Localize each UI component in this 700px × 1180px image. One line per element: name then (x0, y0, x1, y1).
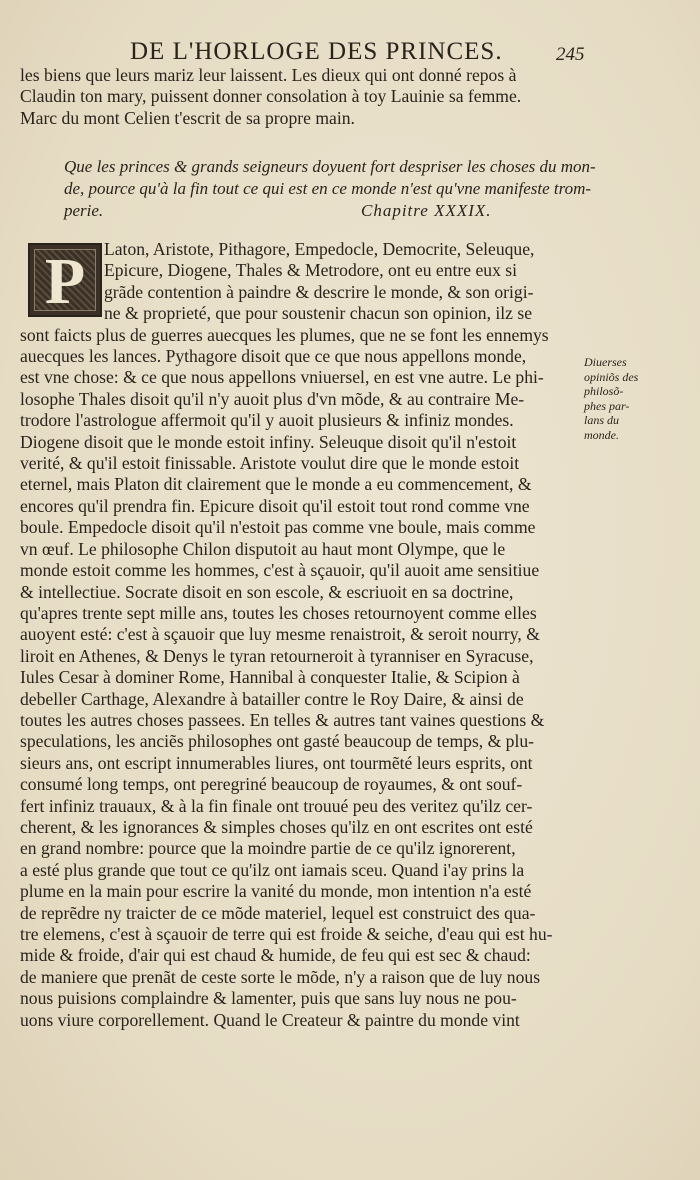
heading-line (64, 200, 564, 222)
text-line: Diogene disoit que le monde estoit infiny. Seleuque disoit qu'il n'estoit (20, 431, 517, 452)
text-line: sont faicts plus de guerres auecques les plumes, que ne se font les ennemys (20, 324, 549, 345)
text-line: grãde contention à paindre & descrire le monde, & son origi- (104, 281, 534, 302)
chapter-label: Chapitre XXXIX. (361, 201, 492, 220)
text-line: de maniere que prenãt de ceste sorte le mõde, n'y a raison que de luy nous (20, 966, 541, 987)
chapter-heading (64, 156, 596, 222)
text-line: sieurs ans, ont escript innumerables liures, ont tourmẽté leurs esprits, ont (20, 752, 533, 773)
text-line: en grand nombre: pource que la moindre partie de ce qu'ilz ignorerent, (20, 838, 516, 859)
text-line: ne & proprieté, que pour soustenir chacun son opinion, ilz se (104, 303, 533, 324)
text-line: est vne chose: & ce que nous appellons vniuersel, en est vne autre. Le phi- (20, 367, 544, 388)
text-line: vn œuf. Le philosophe Chilon disputoit au haut mont Olympe, que le (20, 538, 506, 559)
running-head: DE L'HORLOGE DES PRINCES. (130, 38, 503, 65)
text-line: auecques les lances. Pythagore disoit que ce que nous appellons monde, (20, 346, 527, 367)
text-line: uons viure corporellement. Quand le Createur & paintre du monde vint (20, 1009, 520, 1030)
text-line: cherent, & les ignorances & simples choses qu'ilz en ont escrites ont esté (20, 816, 533, 837)
heading-line: Que les princes & grands seigneurs doyuent fort despriser les choses du mon- (64, 157, 596, 176)
text-line: mide & froide, d'air qui est chaud & humide, de feu qui est sec & chaud: (20, 945, 531, 966)
heading-line-end: perie. (64, 201, 104, 220)
margin-note (584, 355, 644, 442)
text-line: liroit en Athenes, & Denys le tyran retourneroit à tyranniser en Syracuse, (20, 645, 534, 666)
text-line: nous puisions complaindre & lamenter, puis que sans luy nous ne pou- (20, 988, 517, 1009)
margin-note-line: Diuerses (584, 355, 627, 369)
margin-note-line: philosõ- (584, 384, 624, 398)
text-line: & intellectiue. Socrate disoit en son escole, & escriuoit en sa doctrine, (20, 581, 514, 602)
initial-letter: P (44, 245, 86, 318)
text-line: tre elemens, c'est à sçauoir de terre qui est froide & seiche, d'eau qui est hu- (20, 924, 553, 944)
chapter-body (20, 239, 580, 1031)
text-line: Laton, Aristote, Pithagore, Empedocle, Democrite, Seleuque, (104, 239, 535, 259)
text-line: encores qu'il prendra fin. Epicure disoit qu'il estoit tout rond comme vne (20, 495, 530, 516)
text-line: Marc du mont Celien t'escrit de sa propre main. (20, 107, 355, 128)
text-line: Iules Cesar à dominer Rome, Hannibal à conquester Italie, & Scipion à (20, 667, 520, 688)
text-line: verité, & qu'il estoit finissable. Aristote voulut dire que le monde estoit (20, 453, 520, 474)
text-line: auoyent esté: c'est à sçauoir que luy mesme renaistroit, & seroit nourry, & (20, 624, 540, 645)
text-line: fert infiniz trauaux, & à la fin finale ont trouué peu des veritez qu'ilz cer- (20, 795, 533, 816)
text-line: Epicure, Diogene, Thales & Metrodore, ont eu entre eux si (104, 260, 517, 281)
opening-paragraph (20, 65, 580, 129)
text-line: debeller Carthage, Alexandre à batailler contre le Roy Daire, & ainsi de (20, 688, 524, 709)
margin-note-line: monde. (584, 427, 619, 442)
text-line: toutes les autres choses passees. En telles & autres tant vaines questions & (20, 709, 545, 730)
text-line: plume en la main pour escrire la vanité du monde, mon intention n'a esté (20, 881, 532, 902)
heading-line: de, pource qu'à la fin tout ce qui est en ce monde n'est qu'vne manifeste trom- (64, 179, 592, 198)
text-line: les biens que leurs mariz leur laissent. Les dieux qui ont donné repos à (20, 65, 517, 85)
text-line: eternel, mais Platon dit clairement que le monde a eu commencement, & (20, 474, 532, 495)
text-line: qu'apres trente sept mille ans, toutes les choses retournoyent comme elles (20, 602, 537, 623)
text-line: losophe Thales disoit qu'il n'y auoit plus d'vn mõde, & au contraire Me- (20, 388, 525, 409)
text-line: boule. Empedocle disoit qu'il n'estoit pas comme vne boule, mais comme (20, 517, 536, 538)
text-line: speculations, les anciẽs philosophes ont gasté beaucoup de temps, & plu- (20, 731, 535, 752)
margin-note-line: phes par- (584, 398, 630, 413)
margin-note-line: opiniõs des (584, 369, 639, 384)
text-line: trodore l'astrologue affermoit qu'il y auoit plusieurs & infiniz mondes. (20, 410, 514, 431)
text-line: a esté plus grande que tout ce qu'ilz ont iamais sceu. Quand i'ay prins la (20, 859, 525, 880)
text-line: consumé long temps, ont peregriné beaucoup de royaumes, & ont souf- (20, 774, 523, 795)
page-number: 245 (556, 44, 585, 65)
text-line: de reprẽdre ny traicter de ce mõde materiel, lequel est construict des qua- (20, 902, 536, 923)
text-line: Claudin ton mary, puissent donner consolation à toy Lauinie sa femme. (20, 86, 522, 107)
margin-note-line: lans du (584, 413, 620, 427)
text-line: monde estoit comme les hommes, c'est à sçauoir, qu'il auoit ame sensitiue (20, 560, 540, 581)
